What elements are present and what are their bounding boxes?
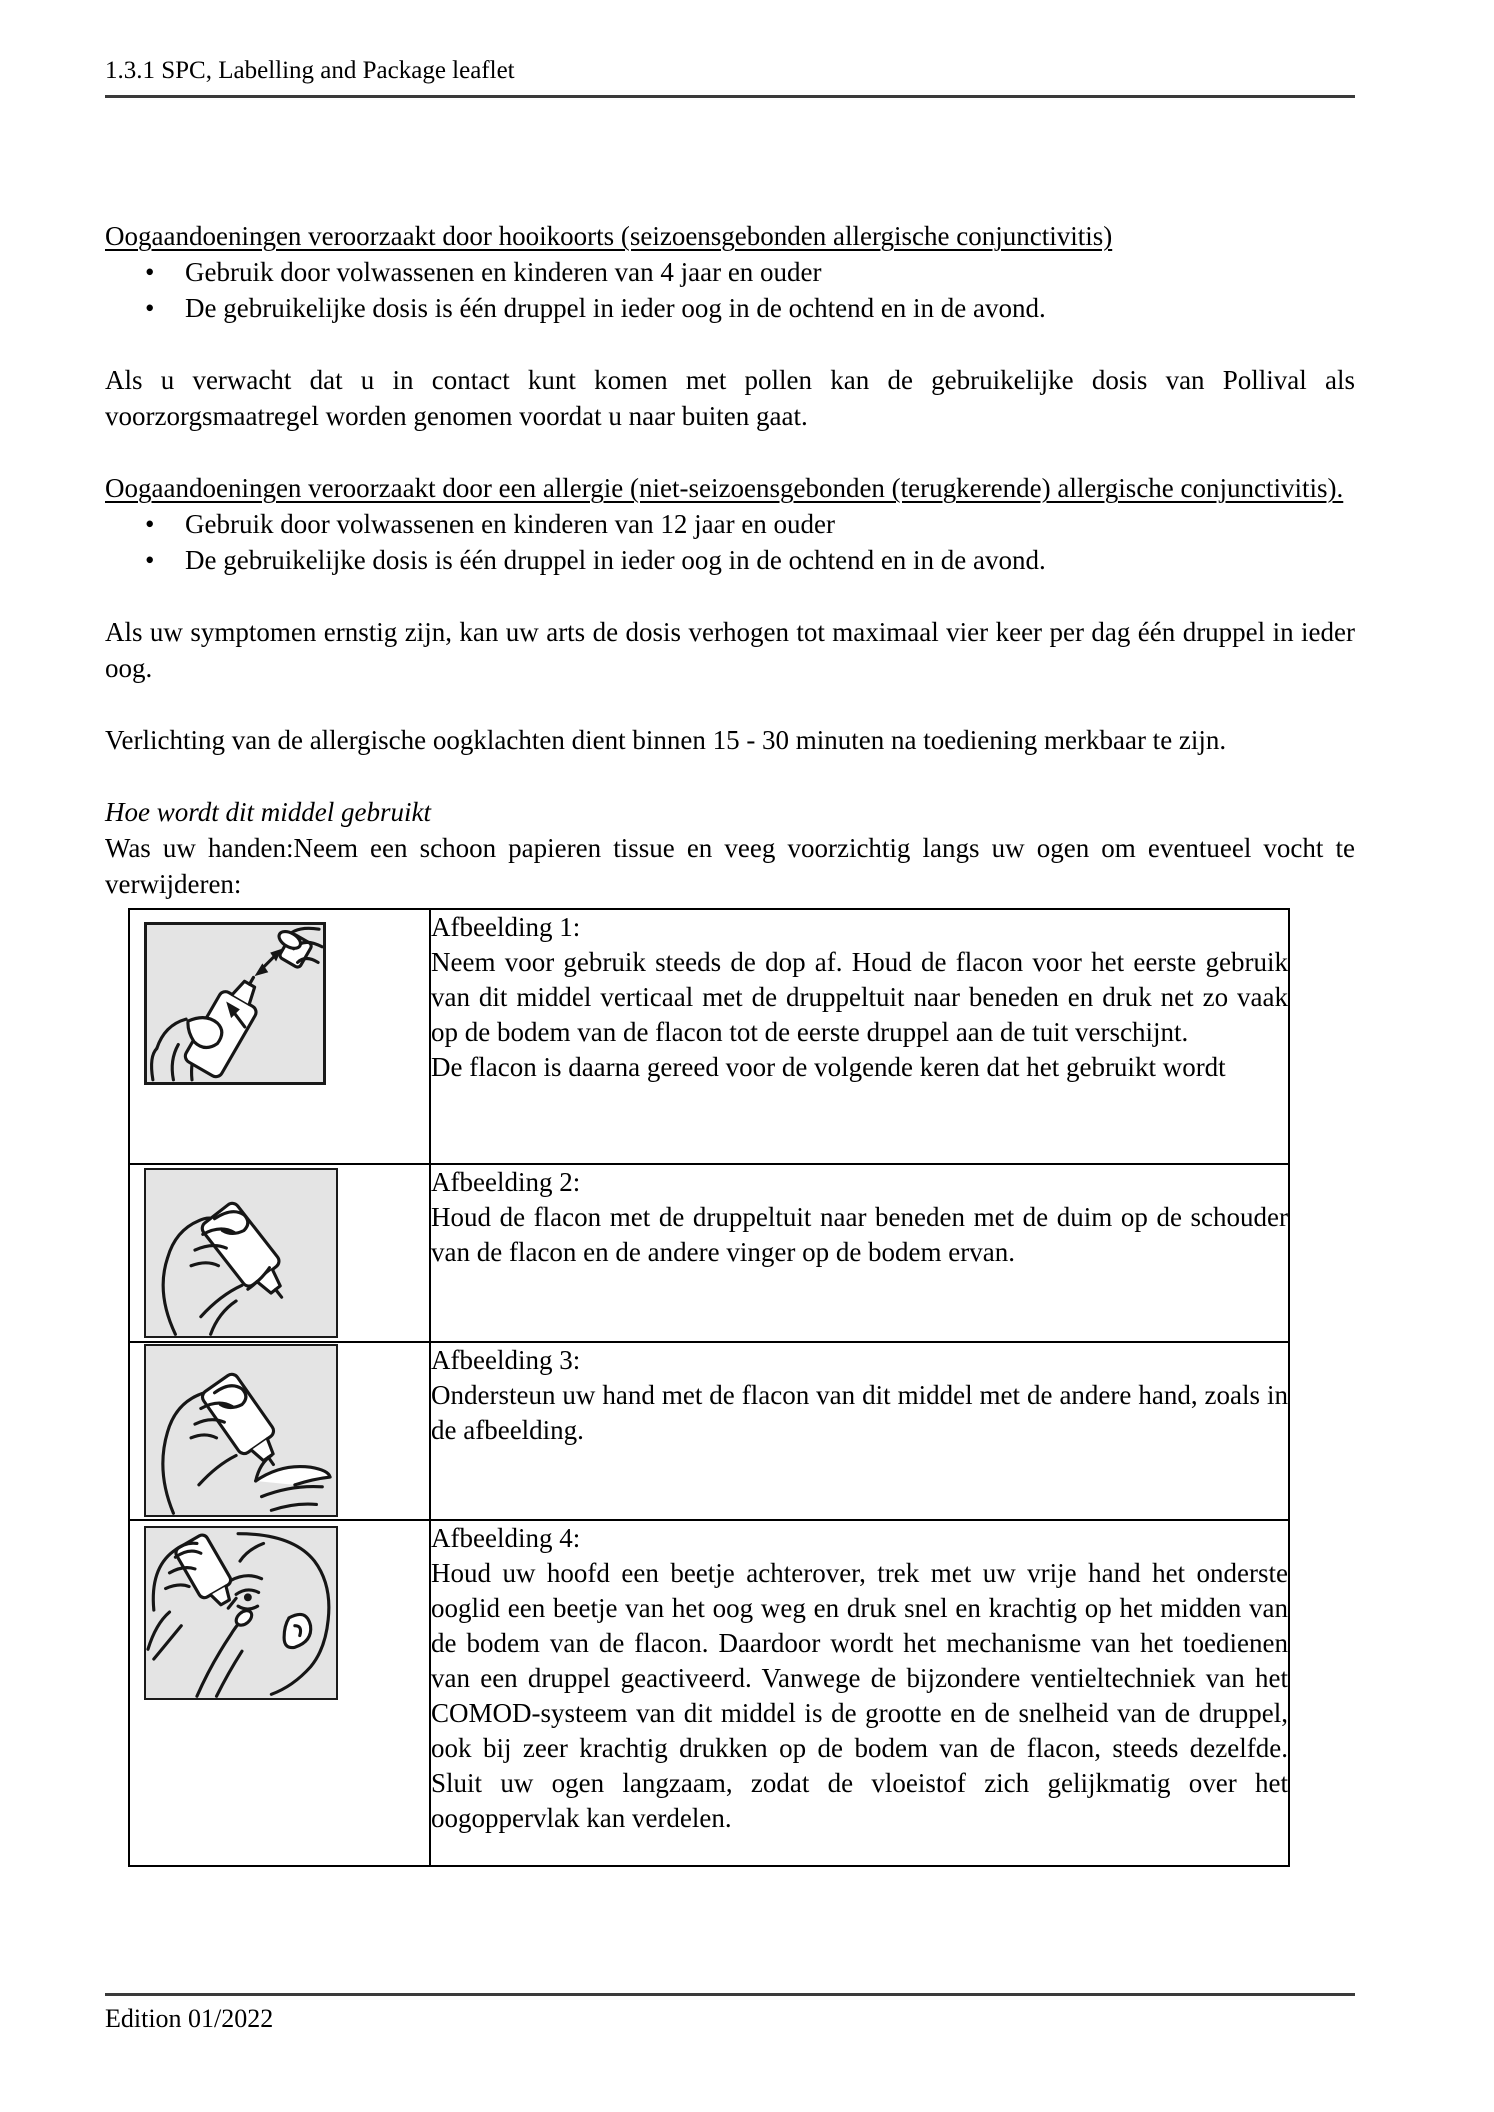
illustration-cell xyxy=(129,1342,430,1520)
illustration-cell xyxy=(129,1164,430,1342)
figure-text-cell xyxy=(430,909,1289,1164)
bullet-list-allergie xyxy=(105,506,1355,578)
figure-title: Afbeelding 3: xyxy=(431,1345,581,1375)
list-item xyxy=(105,254,1355,290)
bullet-list-hooikoorts xyxy=(105,254,1355,326)
figure-title: Afbeelding 1: xyxy=(431,912,581,942)
hand-supported-by-other-hand-illustration xyxy=(144,1344,338,1517)
paragraph-severe-symptoms: Als uw symptomen ernstig zijn, kan uw arts de dosis verhogen tot maximaal vier keer per dag één druppel in ieder oog. xyxy=(105,617,1355,683)
list-item xyxy=(105,506,1355,542)
cap-removal-bottle-illustration xyxy=(144,922,326,1085)
figure-text: De flacon is daarna gereed voor de volgende keren dat het gebruikt wordt xyxy=(431,1052,1226,1082)
hand-holding-bottle-drawing xyxy=(146,1170,336,1336)
header-title: 1.3.1 SPC, Labelling and Package leaflet xyxy=(105,56,1355,98)
paragraph-pollen: Als u verwacht dat u in contact kunt komen met pollen kan de gebruikelijke dosis van Pollival als voorzorgsmaatregel worden genomen voordat u naar buiten gaat. xyxy=(105,365,1355,431)
bullet-icon: • xyxy=(145,545,155,575)
bullet-icon: • xyxy=(145,293,155,323)
drop-into-eye-drawing xyxy=(146,1528,336,1698)
list-item-text: De gebruikelijke dosis is één druppel in ieder oog in de ochtend en in de avond. xyxy=(185,545,1046,575)
table-row-afbeelding-1 xyxy=(129,909,1289,1164)
page-footer xyxy=(105,1993,1355,2035)
table-row-afbeelding-4 xyxy=(129,1520,1289,1866)
illustration-cell xyxy=(129,1520,430,1866)
list-item-text: Gebruik door volwassenen en kinderen van 4 jaar en ouder xyxy=(185,257,822,287)
table-row-afbeelding-3 xyxy=(129,1342,1289,1520)
figure-text: Houd uw hoofd een beetje achterover, trek met uw vrije hand het onderste ooglid een beetje van het oog weg en druk snel en krachtig op het midden van de bodem van de flacon. Daardoor wordt het mechanisme van het toedienen van een druppel geactiveerd. Vanwege de bijzondere ventieltechniek van het COMOD-systeem van dit middel is de grootte en de snelheid van de druppel, ook bij zeer krachtig drukken op de bodem van de flacon, steeds dezelfde. Sluit uw ogen langzaam, zodat de vloeistof zich gelijkmatig over het oogoppervlak kan verdelen. xyxy=(431,1558,1288,1833)
figure-text: Ondersteun uw hand met de flacon van dit middel met de andere hand, zoals in de afbeelding. xyxy=(431,1380,1288,1445)
figure-text: Houd de flacon met de druppeltuit naar beneden met de duim op de schouder van de flacon en de andere vinger op de bodem ervan. xyxy=(431,1202,1288,1267)
supported-hands-bottle-drawing xyxy=(146,1346,336,1515)
bullet-icon: • xyxy=(145,509,155,539)
drop-into-eye-face-illustration xyxy=(144,1526,338,1700)
illustration-cell xyxy=(129,909,430,1164)
paragraph-wash-hands: Was uw handen:Neem een schoon papieren tissue en veeg voorzichtig langs uw ogen om eventueel vocht te verwijderen: xyxy=(105,833,1355,899)
paragraph-relief-time: Verlichting van de allergische oogklachten dient binnen 15 - 30 minuten na toediening merkbaar te zijn. xyxy=(105,725,1227,755)
cap-removal-bottle-drawing xyxy=(147,925,323,1082)
list-item xyxy=(105,290,1355,326)
list-item-text: Gebruik door volwassenen en kinderen van 12 jaar en ouder xyxy=(185,509,836,539)
figure-text-cell xyxy=(430,1164,1289,1342)
section-heading-hooikoorts: Oogaandoeningen veroorzaakt door hooikoorts (seizoensgebonden allergische conjunctivitis) xyxy=(105,221,1113,251)
list-item xyxy=(105,542,1355,578)
figure-text: Neem voor gebruik steeds de dop af. Houd de flacon voor het eerste gebruik van dit middel verticaal met de druppeltuit naar beneden en druk net zo vaak op de bodem van de flacon tot de eerste druppel aan de tuit verschijnt. xyxy=(431,947,1288,1047)
section-heading-allergie: Oogaandoeningen veroorzaakt door een allergie (niet-seizoensgebonden (terugkerende) allergische conjunctivitis). xyxy=(105,473,1344,503)
figure-text-cell xyxy=(430,1342,1289,1520)
edition-label: Edition 01/2022 xyxy=(105,2004,274,2033)
instruction-table xyxy=(128,908,1290,1867)
table-row-afbeelding-2 xyxy=(129,1164,1289,1342)
hand-holding-bottle-downward-illustration xyxy=(144,1168,338,1338)
usage-heading: Hoe wordt dit middel gebruikt xyxy=(105,797,431,827)
figure-text-cell xyxy=(430,1520,1289,1866)
figure-title: Afbeelding 2: xyxy=(431,1167,581,1197)
figure-title: Afbeelding 4: xyxy=(431,1523,581,1553)
bullet-icon: • xyxy=(145,257,155,287)
list-item-text: De gebruikelijke dosis is één druppel in ieder oog in de ochtend en in de avond. xyxy=(185,293,1046,323)
